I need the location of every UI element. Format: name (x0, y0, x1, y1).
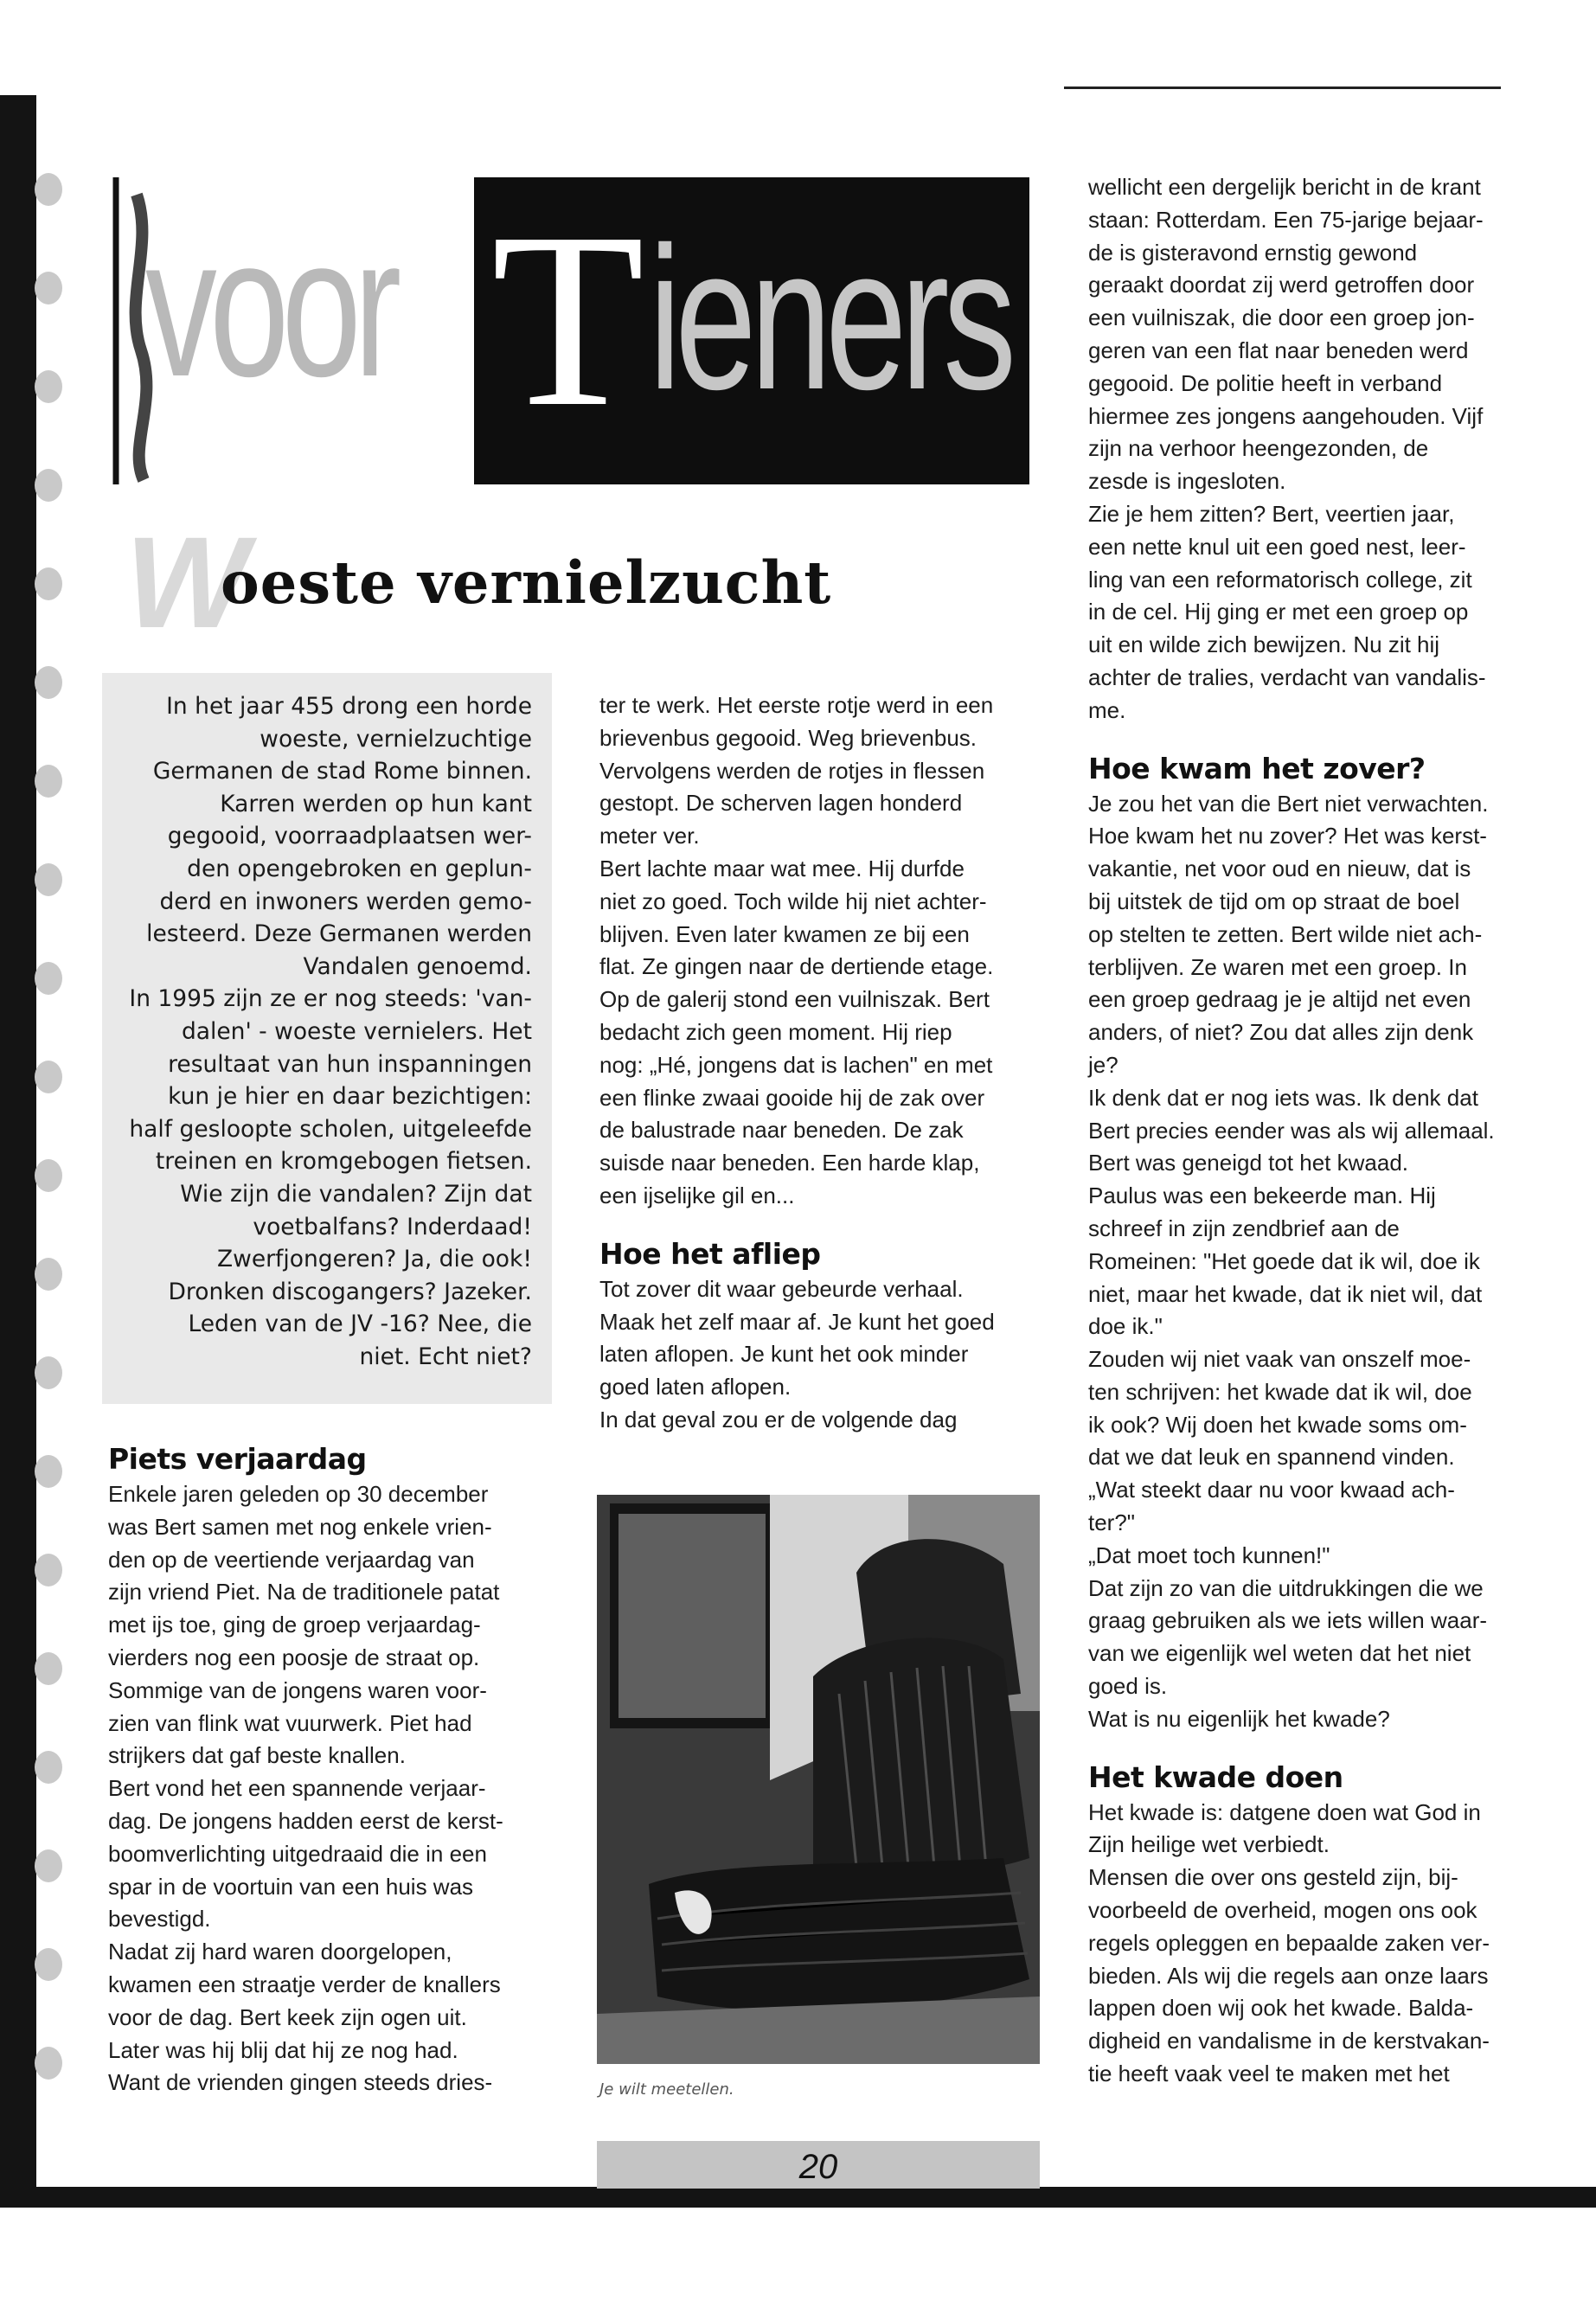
body-line: bij uitstek de tijd om op straat de boel (1088, 888, 1460, 914)
intro-text (121, 690, 532, 1373)
body-line: een nette knul uit een goed nest, leer- (1088, 533, 1466, 560)
body-line: goed is. (1088, 1673, 1168, 1700)
binder-hole (35, 2047, 62, 2080)
body-line: bieden. Als wij die regels aan onze laars (1088, 1962, 1489, 1989)
binder-hole (35, 272, 62, 304)
intro-line: resultaat van hun inspanningen (168, 1050, 532, 1078)
binder-hole (35, 1258, 62, 1291)
body-line: laten aflopen. Je kunt het ook minder (599, 1341, 969, 1368)
column-3-body-c (1088, 1797, 1538, 2091)
body-line: Je zou het van die Bert niet verwachten. (1088, 790, 1489, 817)
body-line: Nadat zij hard waren doorgelopen, (108, 1939, 452, 1965)
body-line: regels opleggen en bepaalde zaken ver- (1088, 1929, 1490, 1956)
column-2-body-a (599, 689, 1045, 1213)
intro-line: Zwerfjongeren? Ja, die ook! (217, 1246, 532, 1273)
binder-hole (35, 567, 62, 600)
body-line: terblijven. Ze waren met een groep. In (1088, 953, 1467, 980)
binder-hole (35, 1061, 62, 1093)
body-line: nog: „Hé, jongens dat is lachen" en met (599, 1051, 993, 1078)
body-line: Paulus was een bekeerde man. Hij (1088, 1183, 1436, 1209)
intro-line: Wie zijn die vandalen? Zijn dat (180, 1180, 532, 1208)
body-line: de is gisteravond ernstig gewond (1088, 239, 1418, 266)
scan-edge-bottom (0, 2187, 1596, 2208)
body-line: bedacht zich geen moment. Hij riep (599, 1018, 952, 1045)
body-line: „Dat moet toch kunnen!" (1088, 1541, 1330, 1568)
body-line: een groep gedraag je je altijd net even (1088, 986, 1471, 1013)
body-line: suisde naar beneden. Een harde klap, (599, 1150, 980, 1176)
body-line: brievenbus gegooid. Weg brievenbus. (599, 724, 977, 751)
body-line: de balustrade naar beneden. De zak (599, 1117, 964, 1144)
body-line: flat. Ze gingen naar de dertiende etage. (599, 953, 994, 980)
body-line: me. (1088, 696, 1126, 723)
column-3-body-a (1088, 171, 1538, 727)
body-line: je? (1088, 1051, 1118, 1078)
column-1-body (108, 1478, 545, 2099)
binder-hole (35, 1948, 62, 1981)
body-line: spar in de voortuin van een huis was (108, 1873, 474, 1900)
body-line: boomverlichting uitgedraaid die in een (108, 1840, 487, 1867)
binder-hole (35, 1652, 62, 1685)
binder-hole (35, 1455, 62, 1488)
intro-line: lesteerd. Deze Germanen werden (146, 920, 532, 948)
body-line: dat we dat leuk en spannend vinden. (1088, 1444, 1455, 1471)
binder-holes (35, 173, 69, 2163)
body-line: Bert precies eender was als wij allemaal. (1088, 1117, 1495, 1144)
body-line: een ijselijke gil en... (599, 1182, 795, 1208)
body-line: Vervolgens werden de rotjes in flessen (599, 757, 985, 784)
intro-line: den opengebroken en geplun- (187, 855, 532, 882)
intro-line: Karren werden op hun kant (220, 790, 532, 817)
binder-hole (35, 1751, 62, 1784)
intro-line: In 1995 zijn ze er nog steeds: 'van- (129, 985, 532, 1013)
binder-hole (35, 962, 62, 995)
binder-hole (35, 1159, 62, 1192)
scan-edge-left (0, 95, 36, 2206)
body-line: Enkele jaren geleden op 30 december (108, 1481, 489, 1507)
heading-hoe-het-afliep: Hoe het afliep (599, 1236, 821, 1271)
body-line: Bert vond het een spannende verjaar- (108, 1775, 486, 1802)
body-line: Later was hij blij dat hij ze nog had. (108, 2036, 458, 2063)
body-line: In dat geval zou er de volgende dag (599, 1406, 958, 1433)
body-line: Maak het zelf maar af. Je kunt het goed (599, 1308, 995, 1335)
body-line: ter te werk. Het eerste rotje werd in een (599, 692, 994, 718)
heading-het-kwade-doen: Het kwade doen (1088, 1759, 1343, 1794)
header-banner (111, 177, 1029, 484)
binder-hole (35, 173, 62, 206)
intro-line: voetbalfans? Inderdaad! (253, 1213, 532, 1240)
body-line: niet, maar het kwade, dat ik niet wil, dat (1088, 1280, 1483, 1307)
body-line: Mensen die over ons gesteld zijn, bij- (1088, 1864, 1458, 1891)
body-line: tie heeft vaak veel te maken met het (1088, 2061, 1450, 2087)
column-2-body-b (599, 1273, 1045, 1437)
body-line: Hoe kwam het nu zover? Het was kerst- (1088, 823, 1487, 849)
body-line: een vuilniszak, die door een groep jon- (1088, 304, 1475, 331)
intro-line: In het jaar 455 drong een horde (166, 693, 532, 720)
intro-line: gegooid, voorraadplaatsen wer- (167, 823, 532, 850)
body-line: ik ook? Wij doen het kwade soms om- (1088, 1411, 1467, 1438)
column-3-body-b (1088, 788, 1538, 1736)
body-line: Het kwade is: datgene doen wat God in (1088, 1798, 1481, 1825)
body-line: zien van flink wat vuurwerk. Piet had (108, 1709, 472, 1736)
body-line: hiermee zes jongens aangehouden. Vijf (1088, 402, 1484, 429)
intro-line: niet. Echt niet? (359, 1343, 532, 1370)
body-line: zijn na verhoor heengezonden, de (1088, 435, 1429, 462)
intro-line: Germanen de stad Rome binnen. (152, 758, 532, 785)
body-line: op stelten te zetten. Bert wilde niet ach- (1088, 920, 1483, 947)
top-rule (1064, 87, 1501, 89)
intro-line: dalen' - woeste vernielers. Het (181, 1017, 532, 1045)
body-line: digheid en vandalisme in de kerstvakan- (1088, 2028, 1490, 2054)
header-tieners-rest: ieners (649, 204, 1010, 432)
article-title: oeste vernielzucht (221, 548, 832, 617)
body-line: Bert was geneigd tot het kwaad. (1088, 1150, 1409, 1176)
body-line: zesde is ingesloten. (1088, 468, 1286, 495)
body-line: schreef in zijn zendbrief aan de (1088, 1215, 1400, 1241)
intro-line: kun je hier en daar bezichtigen: (168, 1083, 532, 1111)
title-initial: W (125, 510, 248, 655)
page-number: 20 (798, 2148, 838, 2186)
column-3 (1088, 171, 1538, 2091)
body-line: den op de veertiende verjaardag van (108, 1546, 475, 1573)
body-line: anders, of niet? Zou dat alles zijn denk (1088, 1019, 1474, 1046)
heading-piets-verjaardag: Piets verjaardag (108, 1442, 367, 1476)
body-line: Zijn heilige wet verbiedt. (1088, 1831, 1330, 1858)
binder-hole (35, 863, 62, 896)
body-line: gegooid. De politie heeft in verband (1088, 369, 1443, 396)
body-line: Zouden wij niet vaak van onszelf moe- (1088, 1346, 1471, 1373)
body-line: niet zo goed. Toch wilde hij niet achter- (599, 888, 987, 914)
body-line: Op de galerij stond een vuilniszak. Bert (599, 986, 990, 1013)
body-line: Sommige van de jongens waren voor- (108, 1676, 487, 1703)
body-line: Romeinen: "Het goede dat ik wil, doe ik (1088, 1247, 1480, 1274)
body-line: strijkers dat gaf beste knallen. (108, 1742, 406, 1769)
intro-line: Vandalen genoemd. (303, 952, 532, 980)
intro-line: derd en inwoners werden gemo- (159, 888, 532, 915)
body-line: vierders nog een poosje de straat op. (108, 1644, 480, 1670)
intro-line: Dronken discogangers? Jazeker. (168, 1278, 532, 1305)
intro-line: Leden van de JV -16? Nee, die (188, 1311, 532, 1338)
body-line: Bert lachte maar wat mee. Hij durfde (599, 855, 965, 881)
binder-hole (35, 1554, 62, 1586)
body-line: gestopt. De scherven lagen honderd (599, 790, 963, 817)
binder-hole (35, 666, 62, 699)
body-line: vakantie, net voor oud en nieuw, dat is (1088, 856, 1471, 882)
body-line: Ik denk dat er nog iets was. Ik denk dat (1088, 1084, 1478, 1111)
body-line: goed laten aflopen. (599, 1374, 792, 1400)
body-line: graag gebruiken als we iets willen waar- (1088, 1607, 1488, 1634)
body-line: wellicht een dergelijk bericht in de krant (1088, 174, 1481, 200)
header-voor: voor (145, 195, 394, 418)
photo-caption: Je wilt meetellen. (599, 2080, 734, 2099)
body-line: Want de vrienden gingen steeds dries- (108, 2069, 493, 2096)
heading-hoe-kwam-het-zover: Hoe kwam het zover? (1088, 751, 1426, 785)
body-line: in de cel. Hij ging er met een groep op (1088, 599, 1469, 625)
body-line: blijven. Even later kwamen ze bij een (599, 920, 970, 947)
body-line: uit en wilde zich bewijzen. Nu zit hij (1088, 631, 1440, 658)
body-line: Tot zover dit waar gebeurde verhaal. (599, 1275, 964, 1302)
column-2 (599, 689, 1045, 1437)
intro-line: treinen en kromgebogen fietsen. (155, 1148, 532, 1176)
body-line: „Wat steekt daar nu voor kwaad ach- (1088, 1477, 1455, 1503)
body-line: achter de tralies, verdacht van vandalis- (1088, 663, 1486, 690)
binder-hole (35, 370, 62, 403)
header-tieners-initial: T (491, 181, 645, 458)
body-line: Zie je hem zitten? Bert, veertien jaar, (1088, 500, 1455, 527)
body-line: kwamen een straatje verder de knallers (108, 1971, 501, 1997)
body-line: geren van een flat naar beneden werd (1088, 336, 1469, 363)
body-line: voorbeeld de overheid, mogen ons ook (1088, 1897, 1477, 1924)
body-line: was Bert samen met nog enkele vrien- (108, 1513, 492, 1540)
binder-hole (35, 1849, 62, 1882)
body-line: een flinke zwaai gooide hij de zak over (599, 1084, 985, 1111)
photo-train-seat (597, 1495, 1040, 2064)
body-line: doe ik." (1088, 1313, 1163, 1340)
body-line: zijn vriend Piet. Na de traditionele patat (108, 1579, 500, 1606)
body-line: met ijs toe, ging de groep verjaardag- (108, 1612, 481, 1638)
body-line: Wat is nu eigenlijk het kwade? (1088, 1705, 1390, 1732)
page-number-bar (597, 2141, 1040, 2189)
body-line: Dat zijn zo van die uitdrukkingen die we (1088, 1574, 1484, 1601)
body-line: bevestigd. (108, 1906, 211, 1932)
binder-hole (35, 469, 62, 502)
intro-line: half gesloopte scholen, uitgeleefde (129, 1115, 532, 1143)
binder-hole (35, 1356, 62, 1389)
body-line: meter ver. (599, 823, 700, 849)
body-line: staan: Rotterdam. Een 75-jarige bejaar- (1088, 206, 1484, 233)
intro-line: woeste, vernielzuchtige (260, 725, 532, 753)
body-line: lappen doen wij ook het kwade. Balda- (1088, 1995, 1474, 2022)
body-line: ten schrijven: het kwade dat ik wil, doe (1088, 1378, 1472, 1405)
body-line: dag. De jongens hadden eerst de kerst- (108, 1807, 503, 1834)
body-line: van we eigenlijk wel weten dat het niet (1088, 1640, 1471, 1667)
column-1 (108, 1440, 545, 2099)
body-line: ter?" (1088, 1509, 1136, 1536)
body-line: geraakt doordat zij werd getroffen door (1088, 272, 1475, 298)
binder-hole (35, 765, 62, 798)
body-line: voor de dag. Bert keek zijn ogen uit. (108, 2003, 467, 2030)
body-line: ling van een reformatorisch college, zit (1088, 566, 1472, 593)
